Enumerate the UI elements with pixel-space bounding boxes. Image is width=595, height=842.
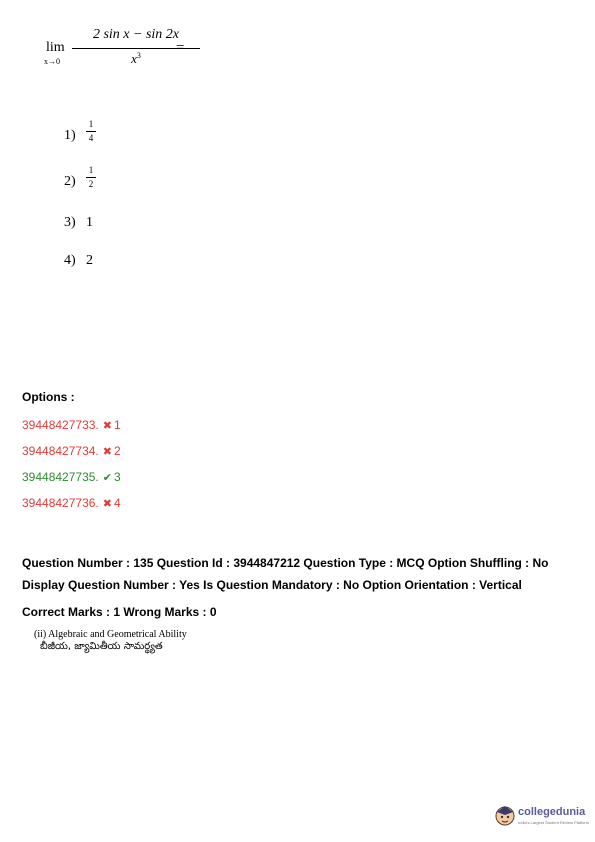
option-label: 2 <box>113 444 121 458</box>
choice-number: 3) <box>64 215 76 230</box>
logo-tagline: India's Largest Student Review Platform <box>518 820 590 825</box>
cross-icon: ✖ <box>102 498 112 510</box>
section-heading <box>34 629 187 653</box>
choice-value: 1 <box>86 215 93 230</box>
options-title: Options : <box>22 390 75 404</box>
choice-fraction: 1 2 <box>86 166 96 189</box>
equals-sign: = <box>176 40 185 56</box>
option-label: 1 <box>113 418 121 432</box>
choice-value: 2 <box>86 253 93 268</box>
marks-info-line: Correct Marks : 1 Wrong Marks : 0 <box>22 605 217 619</box>
choice-number: 1) <box>64 128 76 143</box>
choice-number: 4) <box>64 253 76 268</box>
choice-2 <box>64 165 94 190</box>
option-id: 39448427734. <box>22 444 99 458</box>
option-row-4 <box>22 496 121 510</box>
option-row-2 <box>22 444 121 458</box>
choice-4 <box>64 253 93 269</box>
cross-icon: ✖ <box>102 446 112 458</box>
option-id: 39448427735. <box>22 470 99 484</box>
option-id: 39448427736. <box>22 496 99 510</box>
logo-name: collegedunia <box>518 806 586 818</box>
check-icon: ✔ <box>102 472 112 484</box>
question-info-line: Question Number : 135 Question Id : 3944847212 Question Type : MCQ Option Shuffling : No <box>22 556 549 570</box>
cross-icon: ✖ <box>102 420 112 432</box>
question-info-line: Display Question Number : Yes Is Question Mandatory : No Option Orientation : Vertical <box>22 578 522 592</box>
option-label: 4 <box>113 496 121 510</box>
choice-1 <box>64 119 94 144</box>
option-label: 3 <box>113 470 121 484</box>
option-id: 39448427733. <box>22 418 99 432</box>
choice-3 <box>64 215 93 231</box>
fraction-denominator: $x^3$ <box>131 51 141 66</box>
choice-fraction: 1 4 <box>86 120 96 143</box>
lim-subscript: x→0 <box>44 57 60 66</box>
mascot-icon <box>494 803 516 827</box>
choice-number: 2) <box>64 174 76 189</box>
option-row-1 <box>22 418 121 432</box>
question-expression <box>44 24 204 72</box>
lim-word: lim <box>46 40 65 55</box>
section-title-telugu: బీజీయ, జ్యామితీయ సామర్థ్యత <box>40 641 163 652</box>
fraction-numerator: 2 sin x − sin 2x <box>92 27 180 42</box>
option-row-3 <box>22 470 121 484</box>
section-title-english: (ii) Algebraic and Geometrical Ability <box>34 629 187 640</box>
collegedunia-logo <box>494 803 590 831</box>
